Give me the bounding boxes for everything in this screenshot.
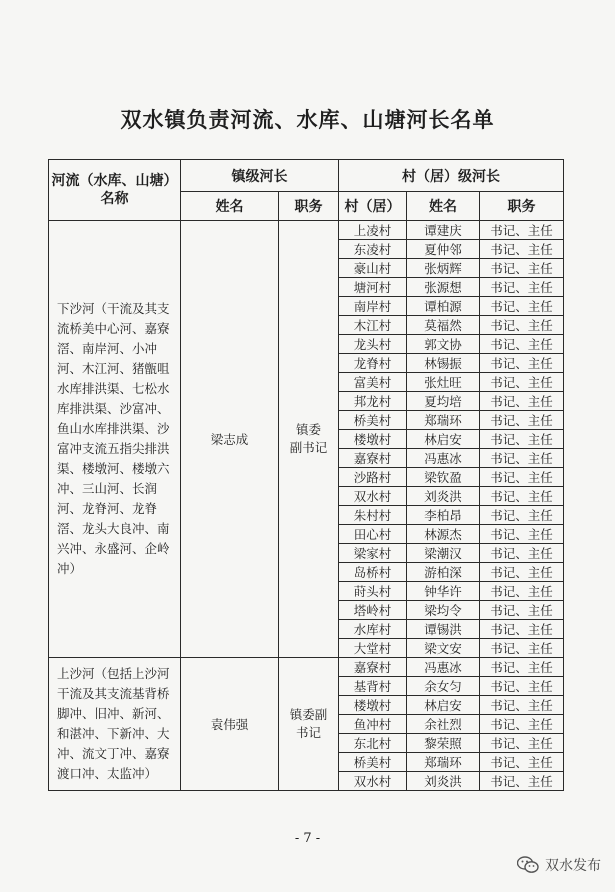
village-name: 嘉寮村 — [339, 449, 407, 468]
village-name: 木江村 — [339, 316, 407, 335]
village-chief-name: 李柏昂 — [407, 506, 480, 525]
header-town-position: 职务 — [279, 192, 339, 221]
village-chief-name: 谭锡洪 — [407, 620, 480, 639]
watermark — [517, 855, 601, 875]
town-chief-position-text: 镇委 副书记 — [289, 422, 328, 455]
town-chief-position — [279, 221, 339, 658]
village-chief-name: 莫福然 — [407, 316, 480, 335]
village-name: 塘河村 — [339, 278, 407, 297]
village-chief-name: 游柏深 — [407, 563, 480, 582]
village-chief-name: 谭建庆 — [407, 221, 480, 240]
village-name: 莳头村 — [339, 582, 407, 601]
header-river-name: 河流（水库、山塘） 名称 — [49, 160, 181, 221]
village-chief-position: 书记、主任 — [480, 696, 564, 715]
village-chief-name: 张炳辉 — [407, 259, 480, 278]
village-chief-name: 黎荣照 — [407, 734, 480, 753]
village-chief-name: 刘炎洪 — [407, 772, 480, 791]
village-chief-position: 书记、主任 — [480, 563, 564, 582]
header-village-level-chief: 村（居）级河长 — [339, 160, 564, 192]
village-chief-position: 书记、主任 — [480, 373, 564, 392]
village-chief-position: 书记、主任 — [480, 297, 564, 316]
village-name: 大堂村 — [339, 639, 407, 658]
village-chief-position: 书记、主任 — [480, 525, 564, 544]
village-chief-name: 谭柏源 — [407, 297, 480, 316]
document-title: 双水镇负责河流、水库、山塘河长名单 — [120, 107, 495, 132]
village-chief-name: 余女匀 — [407, 677, 480, 696]
page-number: - 7 - — [294, 831, 321, 846]
village-chief-position: 书记、主任 — [480, 392, 564, 411]
village-chief-name: 林启安 — [407, 696, 480, 715]
village-chief-position: 书记、主任 — [480, 335, 564, 354]
village-chief-position: 书记、主任 — [480, 449, 564, 468]
header-town-level-chief: 镇级河长 — [181, 160, 339, 192]
river-chief-table — [48, 159, 564, 791]
village-name: 邦龙村 — [339, 392, 407, 411]
village-chief-name: 郑瑞环 — [407, 753, 480, 772]
header-village-name: 姓名 — [407, 192, 480, 221]
town-chief-position — [279, 658, 339, 791]
village-name: 水库村 — [339, 620, 407, 639]
village-name: 梁家村 — [339, 544, 407, 563]
town-chief-name: 袁伟强 — [181, 658, 279, 791]
village-chief-name: 梁潮汉 — [407, 544, 480, 563]
village-name: 鱼冲村 — [339, 715, 407, 734]
village-chief-name: 梁均令 — [407, 601, 480, 620]
village-chief-name: 林源杰 — [407, 525, 480, 544]
village-chief-position: 书记、主任 — [480, 506, 564, 525]
village-name: 楼墩村 — [339, 696, 407, 715]
river-name-cell: 下沙河（干流及其支流桥美中心河、嘉寮滘、南岸河、小冲河、木江河、猪甑咀水库排洪渠、七松水库排洪渠、沙富冲、鱼山水库排洪渠、沙富冲支流五指尖排洪渠、楼墩河、楼墩六冲、三山河、长润河、龙脊河、龙脊滘、龙头大良冲、南兴冲、永盛河、企岭冲） — [49, 221, 181, 658]
village-name: 豪山村 — [339, 259, 407, 278]
village-chief-position: 书记、主任 — [480, 677, 564, 696]
village-chief-position: 书记、主任 — [480, 715, 564, 734]
village-chief-name: 郭文协 — [407, 335, 480, 354]
header-town-name: 姓名 — [181, 192, 279, 221]
village-chief-name: 夏仲邻 — [407, 240, 480, 259]
village-chief-name: 刘炎洪 — [407, 487, 480, 506]
village-chief-name: 梁文安 — [407, 639, 480, 658]
village-name: 楼墩村 — [339, 430, 407, 449]
village-chief-position: 书记、主任 — [480, 316, 564, 335]
village-chief-position: 书记、主任 — [480, 772, 564, 791]
village-name: 双水村 — [339, 487, 407, 506]
village-name: 双水村 — [339, 772, 407, 791]
village-name: 桥美村 — [339, 411, 407, 430]
village-chief-position: 书记、主任 — [480, 753, 564, 772]
village-name: 基背村 — [339, 677, 407, 696]
river-name-cell: 上沙河（包括上沙河干流及其支流基背桥脚冲、旧冲、新河、和湛冲、下新冲、大冲、流文丁冲、嘉寮渡口冲、太监冲） — [49, 658, 181, 791]
village-name: 东北村 — [339, 734, 407, 753]
village-chief-name: 梁钦盈 — [407, 468, 480, 487]
village-name: 龙脊村 — [339, 354, 407, 373]
village-chief-position: 书记、主任 — [480, 411, 564, 430]
village-chief-position: 书记、主任 — [480, 240, 564, 259]
village-chief-name: 冯惠冰 — [407, 449, 480, 468]
village-chief-name: 余社烈 — [407, 715, 480, 734]
village-chief-position: 书记、主任 — [480, 487, 564, 506]
village-chief-position: 书记、主任 — [480, 468, 564, 487]
village-chief-position: 书记、主任 — [480, 259, 564, 278]
village-name: 南岸村 — [339, 297, 407, 316]
village-chief-position: 书记、主任 — [480, 639, 564, 658]
village-chief-position: 书记、主任 — [480, 582, 564, 601]
village-name: 塔岭村 — [339, 601, 407, 620]
village-name: 东凌村 — [339, 240, 407, 259]
town-chief-name: 梁志成 — [181, 221, 279, 658]
village-chief-name: 钟华许 — [407, 582, 480, 601]
village-chief-position: 书记、主任 — [480, 658, 564, 677]
village-chief-name: 林启安 — [407, 430, 480, 449]
village-name: 上凌村 — [339, 221, 407, 240]
village-chief-name: 冯惠冰 — [407, 658, 480, 677]
village-chief-position: 书记、主任 — [480, 734, 564, 753]
village-name: 富美村 — [339, 373, 407, 392]
wechat-icon — [517, 856, 539, 874]
village-chief-name: 张源想 — [407, 278, 480, 297]
town-chief-position-text: 镇委副 书记 — [289, 707, 328, 740]
village-name: 朱村村 — [339, 506, 407, 525]
table-row — [49, 658, 564, 677]
village-chief-name: 郑瑞环 — [407, 411, 480, 430]
village-chief-position: 书记、主任 — [480, 544, 564, 563]
village-chief-position: 书记、主任 — [480, 221, 564, 240]
village-name: 嘉寮村 — [339, 658, 407, 677]
header-village-position: 职务 — [480, 192, 564, 221]
village-chief-position: 书记、主任 — [480, 278, 564, 297]
table-row — [49, 221, 564, 240]
village-chief-position: 书记、主任 — [480, 620, 564, 639]
village-name: 龙头村 — [339, 335, 407, 354]
village-name: 岛桥村 — [339, 563, 407, 582]
village-chief-name: 夏均培 — [407, 392, 480, 411]
village-chief-position: 书记、主任 — [480, 430, 564, 449]
watermark-text: 双水发布 — [545, 858, 601, 874]
village-name: 田心村 — [339, 525, 407, 544]
village-chief-name: 张灶旺 — [407, 373, 480, 392]
header-row-1 — [49, 160, 564, 192]
village-chief-name: 林锡振 — [407, 354, 480, 373]
village-name: 沙路村 — [339, 468, 407, 487]
village-name: 桥美村 — [339, 753, 407, 772]
village-chief-position: 书记、主任 — [480, 601, 564, 620]
village-chief-position: 书记、主任 — [480, 354, 564, 373]
header-village: 村（居） — [339, 192, 407, 221]
